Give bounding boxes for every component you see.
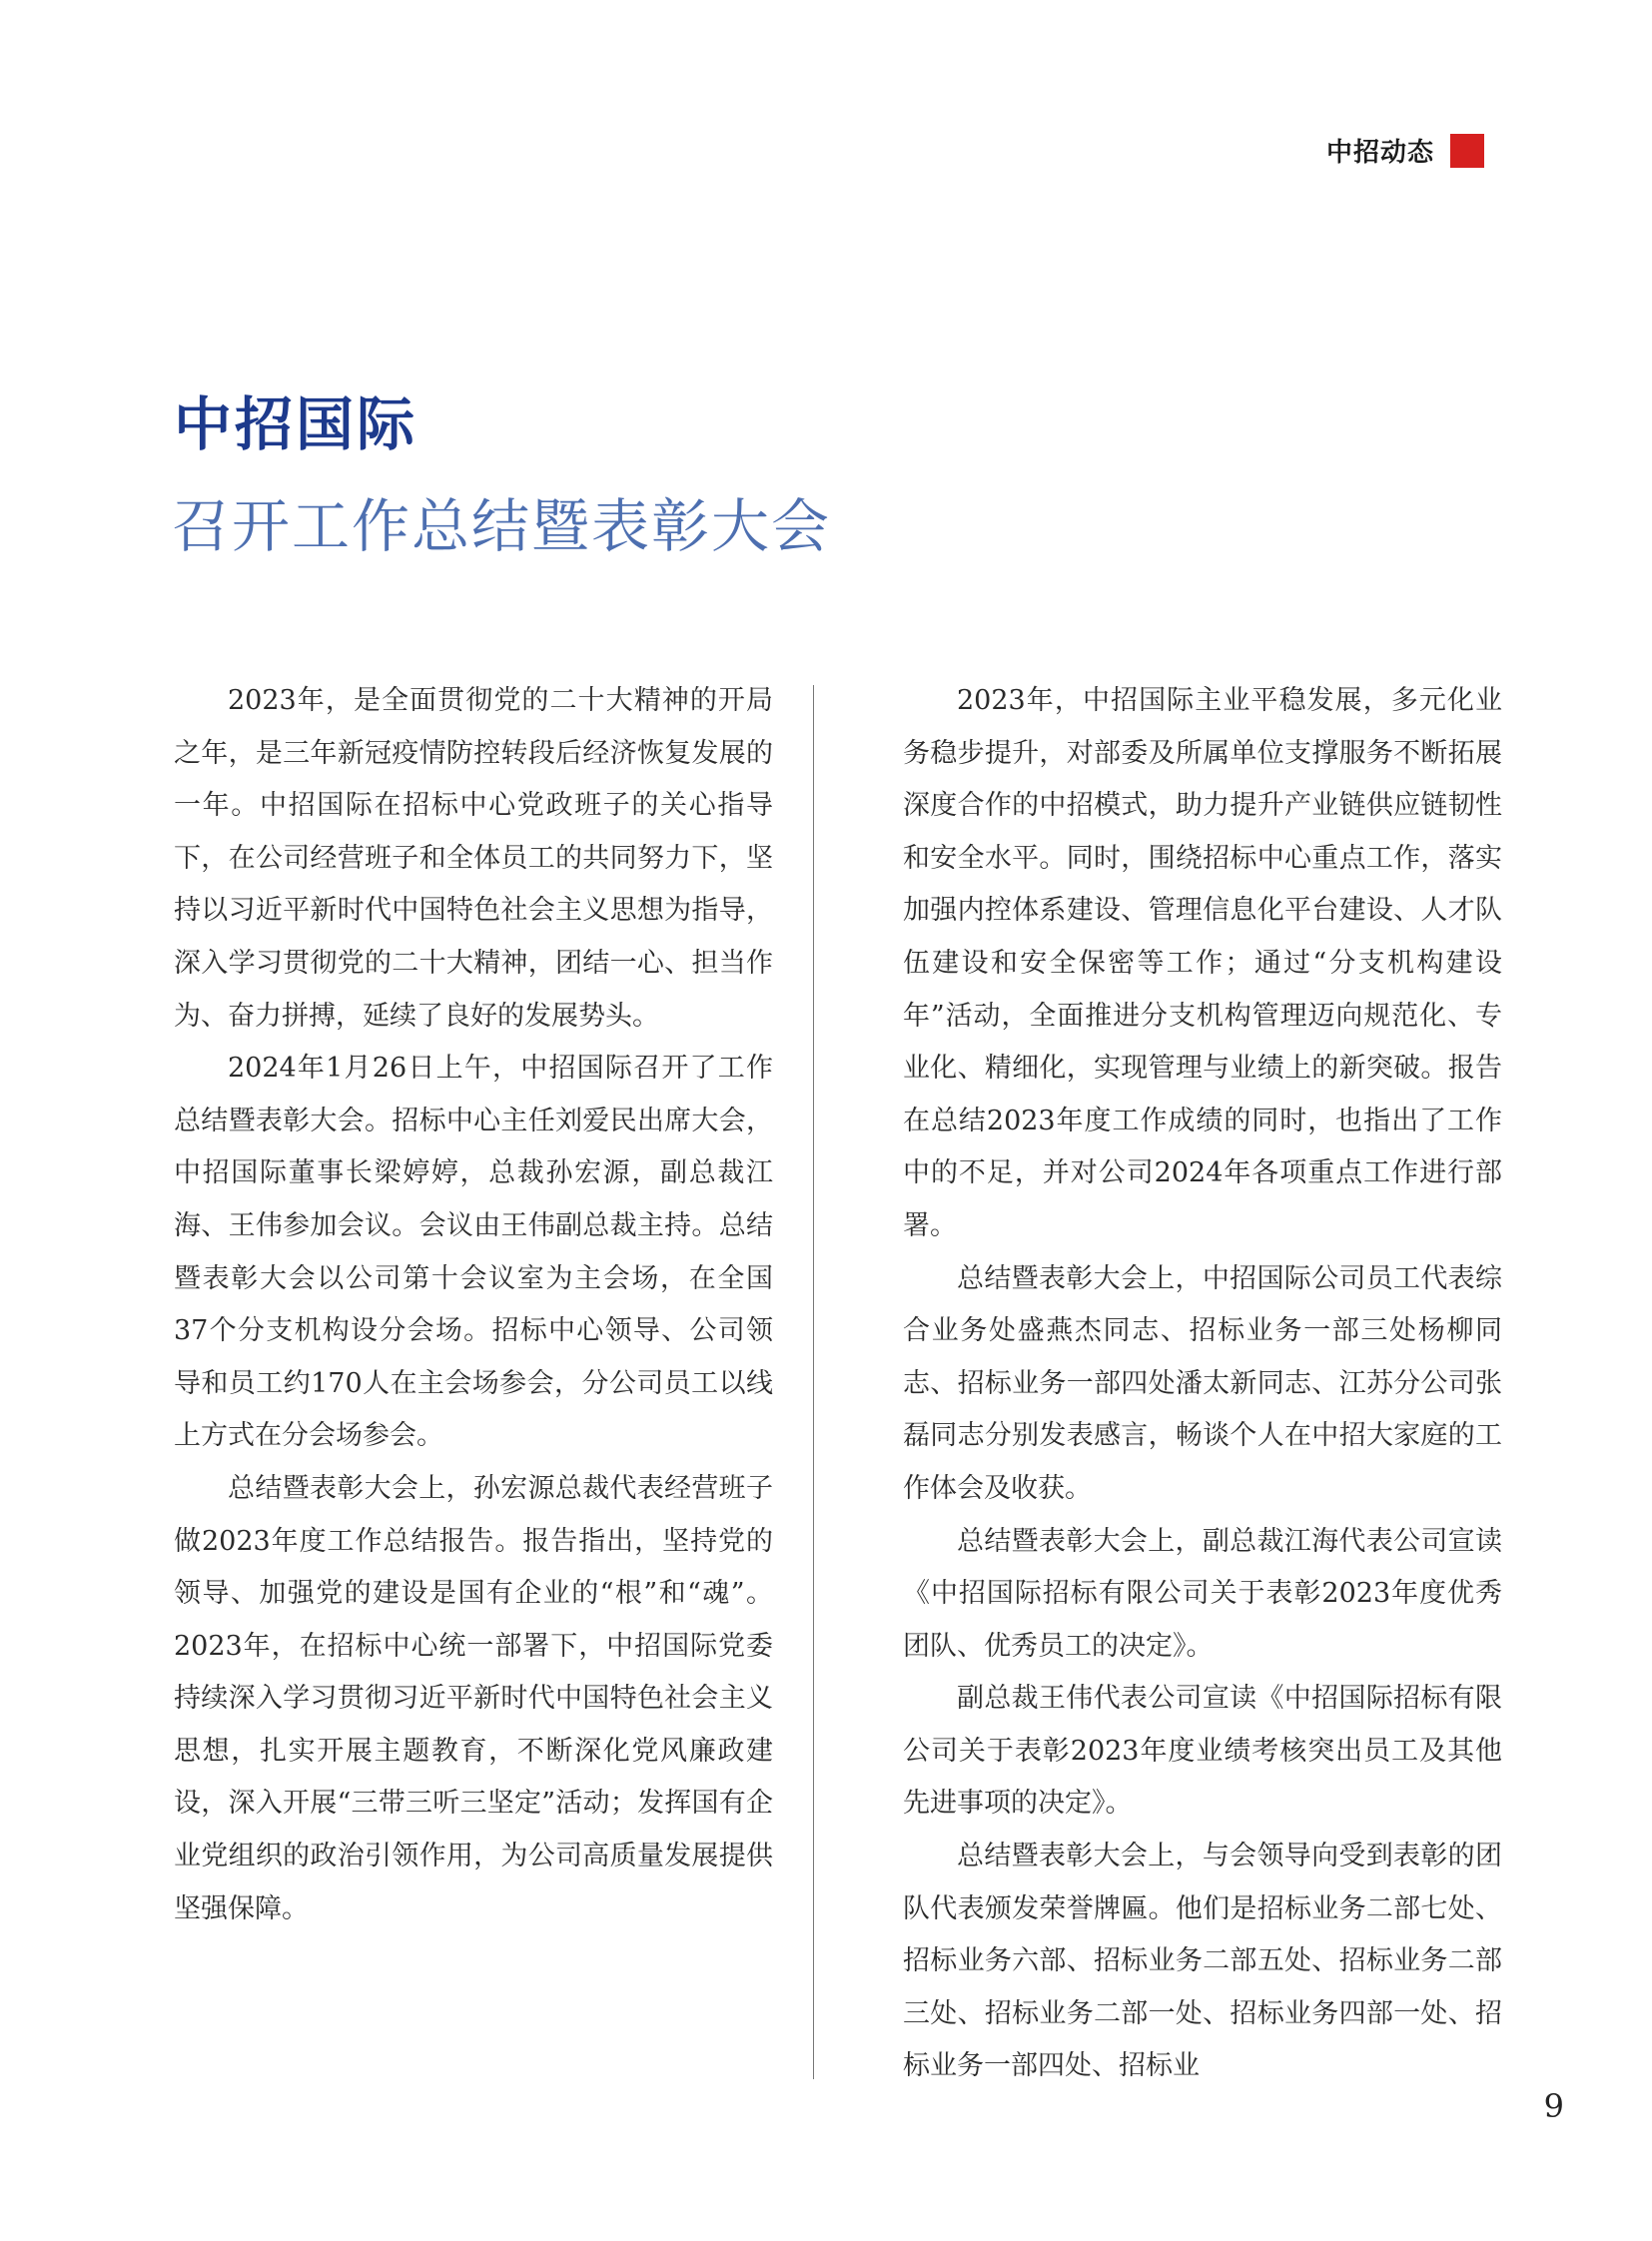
right-column	[903, 675, 1502, 2093]
article-title: 中招国际	[174, 390, 418, 458]
left-column	[174, 675, 773, 1935]
paragraph: 2023年，是全面贯彻党的二十大精神的开局之年，是三年新冠疫情防控转段后经济恢复发展的一年。中招国际在招标中心党政班子的关心指导下，在公司经营班子和全体员工的共同努力下，坚持以习近平新时代中国特色社会主义思想为指导，深入学习贯彻党的二十大精神，团结一心、担当作为、奋力拼搏，延续了良好的发展势头。	[174, 685, 773, 1032]
article-subtitle: 召开工作总结暨表彰大会	[172, 492, 832, 560]
page-number: 9	[1543, 2087, 1564, 2125]
column-divider	[813, 685, 814, 2079]
section-marker-square	[1450, 134, 1484, 168]
paragraph: 副总裁王伟代表公司宣读《中招国际招标有限公司关于表彰2023年度业绩考核突出员工及其他先进事项的决定》。	[903, 1683, 1502, 1820]
paragraph: 2023年，中招国际主业平稳发展，多元化业务稳步提升，对部委及所属单位支撑服务不断拓展深度合作的中招模式，助力提升产业链供应链韧性和安全水平。同时，围绕招标中心重点工作，落实加强内控体系建设、管理信息化平台建设、人才队伍建设和安全保密等工作；通过“分支机构建设年”活动，全面推进分支机构管理迈向规范化、专业化、精细化，实现管理与业绩上的新突破。报告在总结2023年度工作成绩的同时，也指出了工作中的不足，并对公司2024年各项重点工作进行部署。	[903, 685, 1502, 1241]
paragraph: 总结暨表彰大会上，孙宏源总裁代表经营班子做2023年度工作总结报告。报告指出，坚持党的领导、加强党的建设是国有企业的“根”和“魂”。2023年，在招标中心统一部署下，中招国际党委持续深入学习贯彻习近平新时代中国特色社会主义思想，扎实开展主题教育，不断深化党风廉政建设，深入开展“三带三听三坚定”活动；发挥国有企业党组织的政治引领作用，为公司高质量发展提供坚强保障。	[174, 1472, 773, 1924]
paragraph: 总结暨表彰大会上，副总裁江海代表公司宣读《中招国际招标有限公司关于表彰2023年度优秀团队、优秀员工的决定》。	[903, 1525, 1502, 1662]
paragraph: 2024年1月26日上午，中招国际召开了工作总结暨表彰大会。招标中心主任刘爱民出席大会，中招国际董事长梁婷婷，总裁孙宏源，副总裁江海、王伟参加会议。会议由王伟副总裁主持。总结暨表彰大会以公司第十会议室为主会场，在全国37个分支机构设分会场。招标中心领导、公司领导和员工约170人在主会场参会，分公司员工以线上方式在分会场参会。	[174, 1053, 773, 1452]
section-label	[1326, 132, 1484, 169]
section-label-text: 中招动态	[1325, 138, 1434, 168]
paragraph: 总结暨表彰大会上，与会领导向受到表彰的团队代表颁发荣誉牌匾。他们是招标业务二部七处、招标业务六部、招标业务二部五处、招标业务二部三处、招标业务二部一处、招标业务四部一处、招标业务一部四处、招标业	[903, 1841, 1502, 2082]
paragraph: 总结暨表彰大会上，中招国际公司员工代表综合业务处盛燕杰同志、招标业务一部三处杨柳同志、招标业务一部四处潘太新同志、江苏分公司张磊同志分别发表感言，畅谈个人在中招大家庭的工作体会及收获。	[903, 1262, 1502, 1504]
